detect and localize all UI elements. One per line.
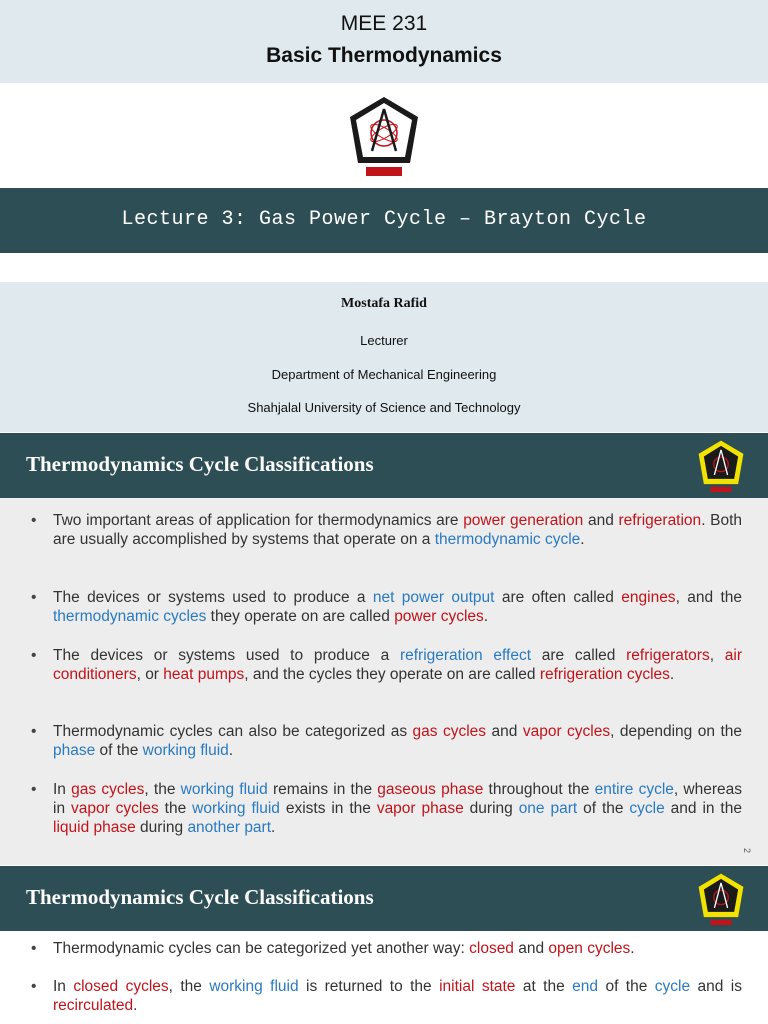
author-role: Lecturer [360, 333, 408, 348]
course-code: MEE 231 [340, 12, 428, 35]
slide2-bullet-5: • In gas cycles, the working fluid remains in the gaseous phase throughout the entire cycle, whereas in vapor cycles the working fluid exists in the vapor phase during one part of the cycle and in the liquid phase during another part. [53, 780, 742, 838]
lecture-title-band [0, 188, 768, 253]
slide2-bullet-1: • Two important areas of application for thermodynamics are power generation and refrigeration. Both are usually accomplished by systems that operate on a thermodynamic cycle. [53, 511, 742, 549]
slide2-bullet-2: • The devices or systems used to produce a net power output are often called engines, and the thermodynamic cycles they operate on are called power cycles. [53, 588, 742, 626]
slide3-bullet-2: • In closed cycles, the working fluid is returned to the initial state at the end of the cycle and is recirculated. [53, 977, 742, 1015]
author-university: Shahjalal University of Science and Technology [247, 400, 521, 415]
slide2-content [0, 498, 768, 865]
course-header [0, 0, 768, 83]
page-number: 2 [742, 848, 752, 854]
slide2-header [0, 433, 768, 498]
slide3-header [0, 866, 768, 931]
logo-area [0, 83, 768, 188]
slide2-bullet-4: • Thermodynamic cycles can also be categorized as gas cycles and vapor cycles, depending on the phase of the working fluid. [53, 722, 742, 760]
slide3-content [0, 931, 768, 1024]
author-name: Mostafa Rafid [341, 296, 427, 311]
slide2-bullet-3: • The devices or systems used to produce a refrigeration effect are called refrigerators, air conditioners, or heat pumps, and the cycles they operate on are called refrigeration cycles. [53, 646, 742, 684]
university-logo-small [694, 438, 748, 496]
course-name: Basic Thermodynamics [266, 44, 502, 67]
author-department: Department of Mechanical Engineering [271, 367, 497, 382]
slide3-bullet-1: • Thermodynamic cycles can be categorized yet another way: closed and open cycles. [53, 939, 742, 958]
author-block [0, 282, 768, 432]
university-logo [344, 93, 424, 181]
slide3-title: Thermodynamics Cycle Classifications [26, 885, 374, 909]
slide2-title: Thermodynamics Cycle Classifications [26, 452, 374, 476]
lecture-title: Lecture 3: Gas Power Cycle – Brayton Cycle [121, 208, 647, 231]
university-logo-small [694, 871, 748, 929]
